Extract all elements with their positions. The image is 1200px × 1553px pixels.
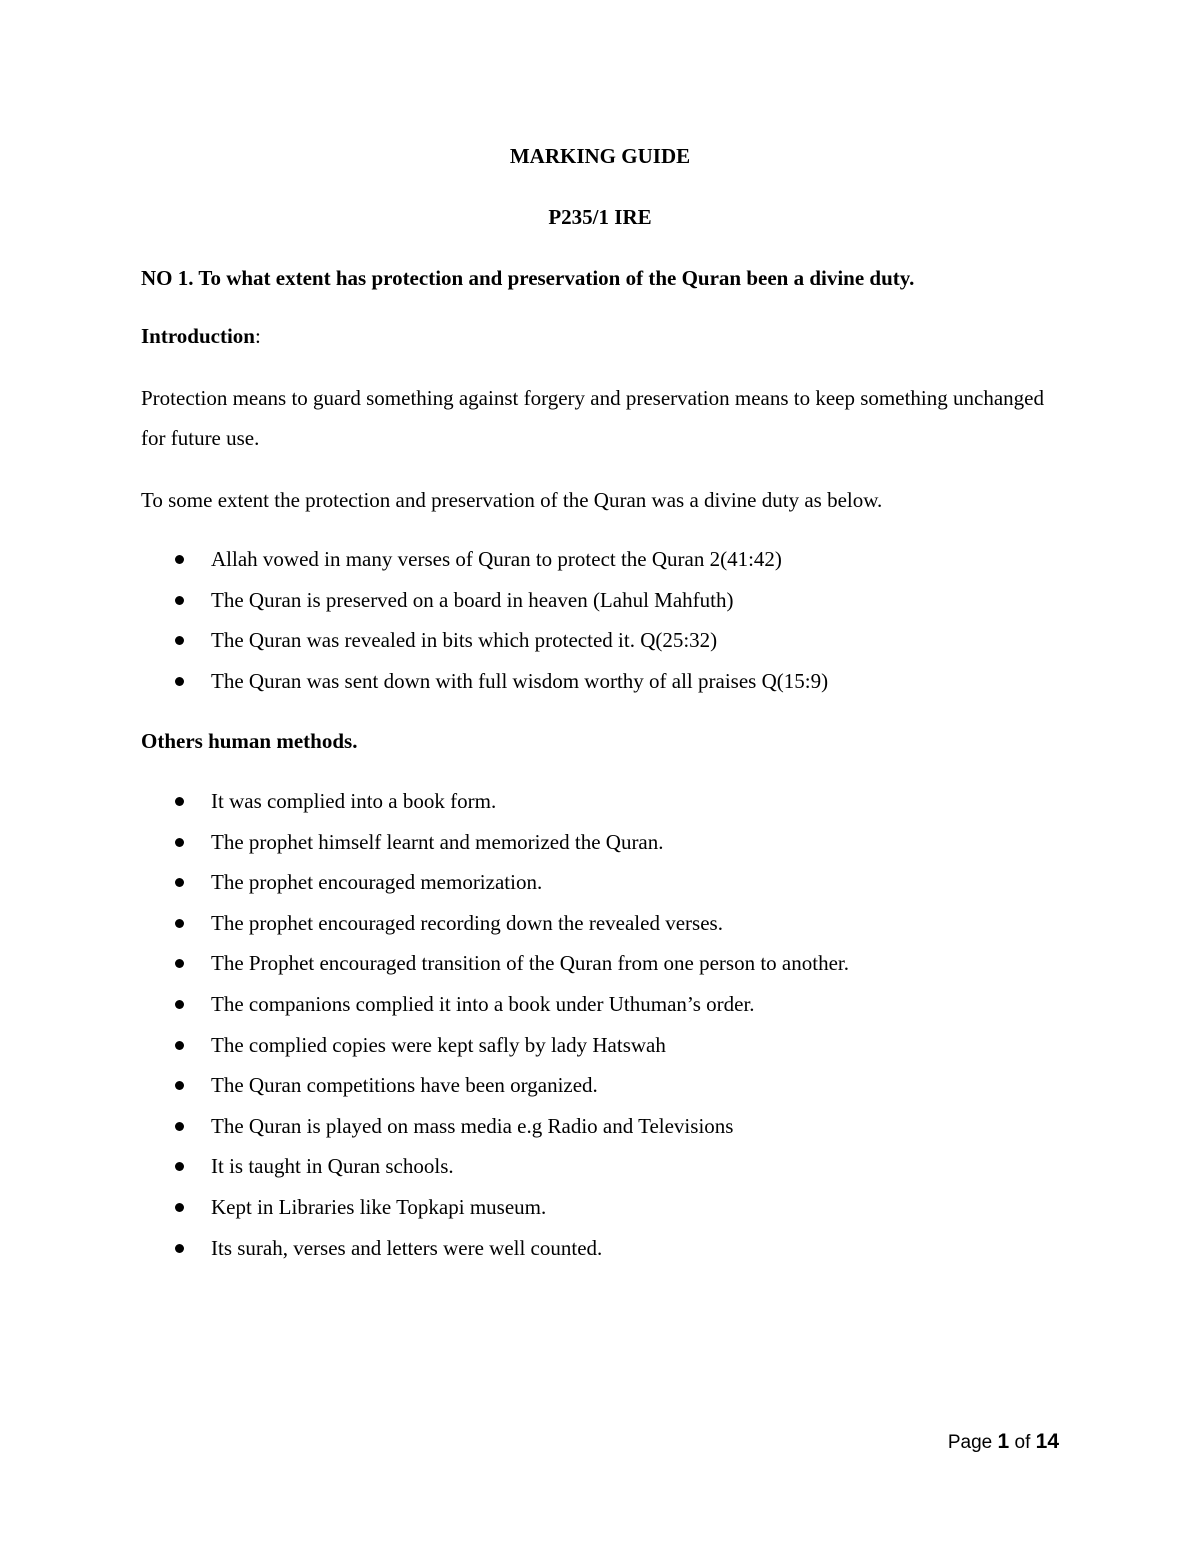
bullet-icon [175, 1244, 184, 1253]
bullet-icon [175, 1203, 184, 1212]
question-heading: NO 1. To what extent has protection and preservation of the Quran been a divine duty. [141, 266, 915, 290]
bullet-icon [175, 838, 184, 847]
divine-points-list [172, 547, 828, 709]
list-item [172, 951, 849, 992]
bullet-icon [175, 1081, 184, 1090]
list-item-text: The prophet encouraged memorization. [211, 870, 543, 895]
list-item-text: The companions complied it into a book under Uthuman’s order. [211, 991, 755, 1016]
human-methods-list [172, 789, 849, 1276]
of-word: of [1014, 1432, 1031, 1453]
list-item [172, 870, 849, 911]
list-item [172, 1114, 849, 1155]
list-item [172, 669, 828, 710]
introduction-heading-colon: : [254, 324, 261, 348]
list-item [172, 547, 828, 588]
bullet-icon [175, 596, 184, 605]
introduction-heading-label: Introduction [141, 324, 255, 348]
list-item-text: The Quran is preserved on a board in heaven (Lahul Mahfuth) [211, 587, 734, 612]
list-item [172, 830, 849, 871]
list-item [172, 1236, 849, 1277]
total-pages: 14 [1035, 1430, 1059, 1453]
bullet-icon [175, 677, 184, 686]
list-item-text: The prophet himself learnt and memorized the Quran. [211, 829, 664, 854]
paper-code: P235/1 IRE [548, 205, 652, 229]
page-footer [948, 1431, 1059, 1452]
document-title: MARKING GUIDE [509, 144, 691, 168]
list-item-text: The Quran was sent down with full wisdom worthy of all praises Q(15:9) [211, 668, 829, 693]
bullet-icon [175, 1000, 184, 1009]
bullet-icon [175, 1041, 184, 1050]
bullet-icon [175, 878, 184, 887]
list-item-text: It is taught in Quran schools. [211, 1154, 454, 1179]
list-item-text: The Quran is played on mass media e.g Radio and Televisions [211, 1113, 734, 1138]
list-item-text: Kept in Libraries like Topkapi museum. [211, 1194, 547, 1219]
list-item [172, 628, 828, 669]
list-item [172, 992, 849, 1033]
bullet-icon [175, 1122, 184, 1131]
list-item [172, 1195, 849, 1236]
page-number: 1 [997, 1430, 1010, 1453]
bullet-icon [175, 555, 184, 564]
list-item-text: Its surah, verses and letters were well counted. [211, 1235, 603, 1260]
others-heading: Others human methods. [141, 729, 358, 753]
list-item [172, 1154, 849, 1195]
list-item [172, 1073, 849, 1114]
bullet-icon [175, 797, 184, 806]
extent-paragraph: To some extent the protection and preservation of the Quran was a divine duty as below. [141, 488, 883, 512]
list-item-text: The Prophet encouraged transition of the Quran from one person to another. [211, 951, 849, 976]
bullet-icon [175, 919, 184, 928]
list-item [172, 1033, 849, 1074]
list-item-text: The complied copies were kept safly by lady Hatswah [211, 1032, 666, 1057]
list-item-text: It was complied into a book form. [211, 789, 497, 813]
list-item [172, 588, 828, 629]
list-item-text: The Quran competitions have been organized. [211, 1073, 598, 1098]
list-item [172, 789, 849, 830]
list-item [172, 911, 849, 952]
list-item-text: Allah vowed in many verses of Quran to protect the Quran 2(41:42) [211, 547, 782, 571]
bullet-icon [175, 636, 184, 645]
bullet-icon [175, 1162, 184, 1171]
introduction-paragraph: Protection means to guard something against forgery and preservation means to keep something unchanged for future use. [141, 386, 1044, 450]
list-item-text: The prophet encouraged recording down the revealed verses. [211, 910, 723, 935]
introduction-heading [141, 326, 261, 347]
page-word: Page [947, 1432, 993, 1453]
bullet-icon [175, 959, 184, 968]
list-item-text: The Quran was revealed in bits which protected it. Q(25:32) [211, 628, 718, 653]
